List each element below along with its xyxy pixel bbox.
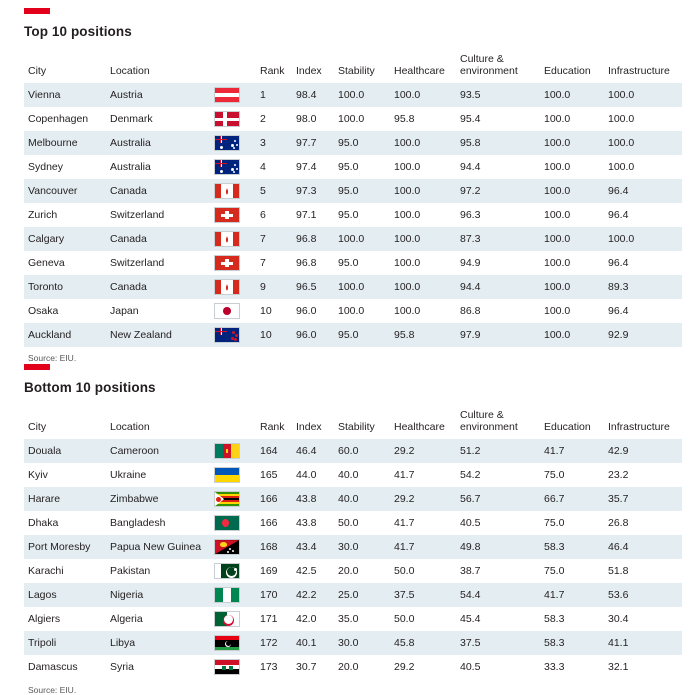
cell-healthcare: 41.7	[390, 511, 456, 535]
cell-infrastructure: 96.4	[604, 179, 682, 203]
cell-culture-environment: 45.4	[456, 607, 540, 631]
cell-rank: 1	[256, 83, 292, 107]
cell-infrastructure: 89.3	[604, 275, 682, 299]
cell-stability: 100.0	[334, 275, 390, 299]
cell-index: 43.4	[292, 535, 334, 559]
section-bottom-10	[24, 364, 672, 695]
cell-stability: 100.0	[334, 299, 390, 323]
austria-flag	[210, 83, 256, 107]
cell-education: 100.0	[540, 203, 604, 227]
table-row	[24, 107, 682, 131]
cell-healthcare: 100.0	[390, 179, 456, 203]
cell-healthcare: 50.0	[390, 559, 456, 583]
cell-education: 100.0	[540, 275, 604, 299]
cell-index: 98.0	[292, 107, 334, 131]
cell-infrastructure: 51.8	[604, 559, 682, 583]
cell-culture-environment: 93.5	[456, 83, 540, 107]
cell-infrastructure: 96.4	[604, 299, 682, 323]
table-row	[24, 203, 682, 227]
cell-culture-environment: 97.9	[456, 323, 540, 347]
cell-index: 97.3	[292, 179, 334, 203]
cell-rank: 7	[256, 227, 292, 251]
cell-healthcare: 45.8	[390, 631, 456, 655]
cell-education: 100.0	[540, 323, 604, 347]
table-row	[24, 583, 682, 607]
cell-index: 96.0	[292, 323, 334, 347]
column-header-healthcare: Healthcare	[394, 65, 445, 78]
cell-city: Vienna	[24, 83, 106, 107]
cell-index: 97.4	[292, 155, 334, 179]
cell-culture-environment: 94.4	[456, 155, 540, 179]
cell-location: Algeria	[106, 607, 210, 631]
syria-flag	[210, 655, 256, 679]
cell-infrastructure: 26.8	[604, 511, 682, 535]
cell-culture-environment: 40.5	[456, 655, 540, 679]
cell-index: 98.4	[292, 83, 334, 107]
cell-education: 100.0	[540, 227, 604, 251]
cell-culture-environment: 56.7	[456, 487, 540, 511]
cell-city: Copenhagen	[24, 107, 106, 131]
cell-infrastructure: 100.0	[604, 227, 682, 251]
cell-culture-environment: 49.8	[456, 535, 540, 559]
cell-education: 75.0	[540, 463, 604, 487]
cell-culture-environment: 94.4	[456, 275, 540, 299]
cell-healthcare: 95.8	[390, 107, 456, 131]
cell-city: Lagos	[24, 583, 106, 607]
cell-city: Zurich	[24, 203, 106, 227]
cell-location: Switzerland	[106, 251, 210, 275]
cell-education: 58.3	[540, 631, 604, 655]
denmark-flag	[210, 107, 256, 131]
cell-infrastructure: 32.1	[604, 655, 682, 679]
cell-healthcare: 100.0	[390, 203, 456, 227]
cell-culture-environment: 54.4	[456, 583, 540, 607]
cell-infrastructure: 46.4	[604, 535, 682, 559]
cell-healthcare: 100.0	[390, 299, 456, 323]
column-header-flag	[210, 51, 256, 83]
cell-rank: 165	[256, 463, 292, 487]
column-header-education: Education	[544, 65, 591, 78]
cell-education: 100.0	[540, 131, 604, 155]
cell-infrastructure: 53.6	[604, 583, 682, 607]
column-header-culture-environment: Culture & environment	[460, 409, 518, 434]
cell-infrastructure: 96.4	[604, 203, 682, 227]
table-row	[24, 607, 682, 631]
cell-city: Harare	[24, 487, 106, 511]
cell-stability: 100.0	[334, 107, 390, 131]
column-header-location: Location	[110, 421, 150, 434]
switzerland-flag	[210, 203, 256, 227]
cell-infrastructure: 100.0	[604, 155, 682, 179]
column-header-location: Location	[110, 65, 150, 78]
cell-rank: 168	[256, 535, 292, 559]
cell-rank: 10	[256, 323, 292, 347]
column-header-education: Education	[544, 421, 591, 434]
cell-education: 75.0	[540, 559, 604, 583]
cell-index: 46.4	[292, 439, 334, 463]
cell-infrastructure: 92.9	[604, 323, 682, 347]
cell-infrastructure: 30.4	[604, 607, 682, 631]
cell-index: 30.7	[292, 655, 334, 679]
cell-culture-environment: 38.7	[456, 559, 540, 583]
cell-rank: 2	[256, 107, 292, 131]
cell-location: Australia	[106, 155, 210, 179]
cell-stability: 40.0	[334, 463, 390, 487]
column-header-rank: Rank	[260, 65, 285, 78]
cell-education: 58.3	[540, 535, 604, 559]
cell-healthcare: 41.7	[390, 535, 456, 559]
table-row	[24, 155, 682, 179]
cell-index: 96.8	[292, 251, 334, 275]
cell-culture-environment: 37.5	[456, 631, 540, 655]
cell-index: 96.0	[292, 299, 334, 323]
cell-education: 66.7	[540, 487, 604, 511]
cell-healthcare: 29.2	[390, 487, 456, 511]
column-header-infrastructure: Infrastructure	[608, 65, 670, 78]
cell-location: Denmark	[106, 107, 210, 131]
cell-culture-environment: 95.8	[456, 131, 540, 155]
cell-location: Austria	[106, 83, 210, 107]
table-top-10	[24, 51, 682, 347]
cell-healthcare: 29.2	[390, 439, 456, 463]
cell-location: New Zealand	[106, 323, 210, 347]
table-row	[24, 559, 682, 583]
table-row	[24, 275, 682, 299]
cell-rank: 9	[256, 275, 292, 299]
newzealand-flag	[210, 323, 256, 347]
cell-rank: 166	[256, 487, 292, 511]
table-row	[24, 83, 682, 107]
cell-infrastructure: 100.0	[604, 107, 682, 131]
cell-stability: 95.0	[334, 323, 390, 347]
cell-infrastructure: 100.0	[604, 83, 682, 107]
table-row	[24, 323, 682, 347]
cell-rank: 169	[256, 559, 292, 583]
cell-healthcare: 100.0	[390, 83, 456, 107]
cell-index: 96.8	[292, 227, 334, 251]
column-header-stability: Stability	[338, 421, 375, 434]
cell-culture-environment: 87.3	[456, 227, 540, 251]
section-title-top: Top 10 positions	[24, 24, 132, 39]
cell-infrastructure: 42.9	[604, 439, 682, 463]
cell-index: 42.0	[292, 607, 334, 631]
table-row	[24, 131, 682, 155]
cell-rank: 164	[256, 439, 292, 463]
cell-stability: 50.0	[334, 511, 390, 535]
column-header-rank: Rank	[260, 421, 285, 434]
cell-city: Sydney	[24, 155, 106, 179]
cell-stability: 100.0	[334, 227, 390, 251]
table-row	[24, 439, 682, 463]
cell-stability: 100.0	[334, 83, 390, 107]
cell-healthcare: 100.0	[390, 275, 456, 299]
switzerland-flag	[210, 251, 256, 275]
canada-flag	[210, 179, 256, 203]
cell-education: 100.0	[540, 83, 604, 107]
cell-healthcare: 29.2	[390, 655, 456, 679]
cell-rank: 6	[256, 203, 292, 227]
cell-stability: 60.0	[334, 439, 390, 463]
cell-city: Osaka	[24, 299, 106, 323]
cell-index: 42.5	[292, 559, 334, 583]
cell-city: Calgary	[24, 227, 106, 251]
cell-city: Toronto	[24, 275, 106, 299]
cell-location: Libya	[106, 631, 210, 655]
cell-culture-environment: 94.9	[456, 251, 540, 275]
table-row	[24, 535, 682, 559]
table-row	[24, 299, 682, 323]
japan-flag	[210, 299, 256, 323]
cell-stability: 20.0	[334, 655, 390, 679]
pakistan-flag	[210, 559, 256, 583]
cell-location: Bangladesh	[106, 511, 210, 535]
accent-rule	[24, 364, 50, 370]
column-header-stability: Stability	[338, 65, 375, 78]
table-row	[24, 631, 682, 655]
cell-stability: 25.0	[334, 583, 390, 607]
cell-education: 100.0	[540, 179, 604, 203]
cell-city: Geneva	[24, 251, 106, 275]
cell-stability: 95.0	[334, 155, 390, 179]
table-row	[24, 655, 682, 679]
cell-city: Tripoli	[24, 631, 106, 655]
cell-culture-environment: 40.5	[456, 511, 540, 535]
cell-education: 100.0	[540, 251, 604, 275]
cell-location: Syria	[106, 655, 210, 679]
cell-city: Port Moresby	[24, 535, 106, 559]
cell-city: Kyiv	[24, 463, 106, 487]
cameroon-flag	[210, 439, 256, 463]
cell-rank: 171	[256, 607, 292, 631]
table-header-row	[24, 51, 682, 83]
column-header-healthcare: Healthcare	[394, 421, 445, 434]
cell-stability: 95.0	[334, 131, 390, 155]
cell-stability: 35.0	[334, 607, 390, 631]
cell-city: Vancouver	[24, 179, 106, 203]
table-bottom-10	[24, 407, 682, 679]
cell-location: Nigeria	[106, 583, 210, 607]
cell-rank: 7	[256, 251, 292, 275]
cell-stability: 20.0	[334, 559, 390, 583]
cell-rank: 4	[256, 155, 292, 179]
table-row	[24, 487, 682, 511]
cell-culture-environment: 97.2	[456, 179, 540, 203]
column-header-index: Index	[296, 65, 322, 78]
bangladesh-flag	[210, 511, 256, 535]
cell-stability: 95.0	[334, 179, 390, 203]
table-row	[24, 227, 682, 251]
cell-rank: 5	[256, 179, 292, 203]
cell-rank: 172	[256, 631, 292, 655]
cell-city: Algiers	[24, 607, 106, 631]
cell-index: 44.0	[292, 463, 334, 487]
cell-index: 40.1	[292, 631, 334, 655]
cell-index: 43.8	[292, 511, 334, 535]
table-row	[24, 463, 682, 487]
ukraine-flag	[210, 463, 256, 487]
column-header-infrastructure: Infrastructure	[608, 421, 670, 434]
cell-education: 41.7	[540, 439, 604, 463]
cell-rank: 166	[256, 511, 292, 535]
papuanewguinea-flag	[210, 535, 256, 559]
source-note-top: Source: EIU.	[28, 353, 77, 364]
cell-location: Canada	[106, 275, 210, 299]
cell-index: 96.5	[292, 275, 334, 299]
cell-location: Australia	[106, 131, 210, 155]
libya-flag	[210, 631, 256, 655]
cell-education: 100.0	[540, 155, 604, 179]
cell-city: Karachi	[24, 559, 106, 583]
cell-location: Canada	[106, 179, 210, 203]
table-header-row	[24, 407, 682, 439]
cell-location: Switzerland	[106, 203, 210, 227]
cell-education: 75.0	[540, 511, 604, 535]
cell-rank: 10	[256, 299, 292, 323]
cell-rank: 173	[256, 655, 292, 679]
cell-infrastructure: 23.2	[604, 463, 682, 487]
cell-stability: 30.0	[334, 535, 390, 559]
column-header-city: City	[28, 421, 47, 434]
accent-rule	[24, 8, 50, 14]
cell-city: Auckland	[24, 323, 106, 347]
cell-infrastructure: 41.1	[604, 631, 682, 655]
cell-healthcare: 41.7	[390, 463, 456, 487]
cell-culture-environment: 54.2	[456, 463, 540, 487]
algeria-flag	[210, 607, 256, 631]
cell-location: Canada	[106, 227, 210, 251]
cell-education: 100.0	[540, 299, 604, 323]
cell-healthcare: 100.0	[390, 227, 456, 251]
cell-culture-environment: 95.4	[456, 107, 540, 131]
cell-index: 42.2	[292, 583, 334, 607]
table-row	[24, 511, 682, 535]
cell-city: Douala	[24, 439, 106, 463]
cell-infrastructure: 35.7	[604, 487, 682, 511]
cell-culture-environment: 96.3	[456, 203, 540, 227]
cell-healthcare: 50.0	[390, 607, 456, 631]
cell-location: Papua New Guinea	[106, 535, 210, 559]
cell-location: Cameroon	[106, 439, 210, 463]
cell-stability: 95.0	[334, 251, 390, 275]
column-header-city: City	[28, 65, 47, 78]
cell-city: Melbourne	[24, 131, 106, 155]
cell-index: 43.8	[292, 487, 334, 511]
table-row	[24, 251, 682, 275]
cell-city: Dhaka	[24, 511, 106, 535]
zimbabwe-flag	[210, 487, 256, 511]
cell-healthcare: 95.8	[390, 323, 456, 347]
table-row	[24, 179, 682, 203]
cell-location: Pakistan	[106, 559, 210, 583]
cell-stability: 40.0	[334, 487, 390, 511]
canada-flag	[210, 227, 256, 251]
australia-flag	[210, 155, 256, 179]
column-header-index: Index	[296, 421, 322, 434]
cell-stability: 30.0	[334, 631, 390, 655]
cell-education: 100.0	[540, 107, 604, 131]
column-header-culture-environment: Culture & environment	[460, 53, 518, 78]
cell-education: 41.7	[540, 583, 604, 607]
cell-index: 97.1	[292, 203, 334, 227]
canada-flag	[210, 275, 256, 299]
cell-stability: 95.0	[334, 203, 390, 227]
cell-education: 58.3	[540, 607, 604, 631]
section-title-bottom: Bottom 10 positions	[24, 380, 156, 395]
cell-healthcare: 100.0	[390, 251, 456, 275]
cell-infrastructure: 96.4	[604, 251, 682, 275]
cell-healthcare: 100.0	[390, 155, 456, 179]
cell-healthcare: 100.0	[390, 131, 456, 155]
cell-rank: 3	[256, 131, 292, 155]
cell-location: Zimbabwe	[106, 487, 210, 511]
column-header-flag	[210, 407, 256, 439]
cell-location: Japan	[106, 299, 210, 323]
nigeria-flag	[210, 583, 256, 607]
cell-education: 33.3	[540, 655, 604, 679]
section-top-10	[24, 8, 672, 363]
australia-flag	[210, 131, 256, 155]
cell-city: Damascus	[24, 655, 106, 679]
source-note-bottom: Source: EIU.	[28, 685, 77, 695]
cell-culture-environment: 86.8	[456, 299, 540, 323]
cell-healthcare: 37.5	[390, 583, 456, 607]
cell-index: 97.7	[292, 131, 334, 155]
cell-rank: 170	[256, 583, 292, 607]
cell-infrastructure: 100.0	[604, 131, 682, 155]
cell-location: Ukraine	[106, 463, 210, 487]
cell-culture-environment: 51.2	[456, 439, 540, 463]
